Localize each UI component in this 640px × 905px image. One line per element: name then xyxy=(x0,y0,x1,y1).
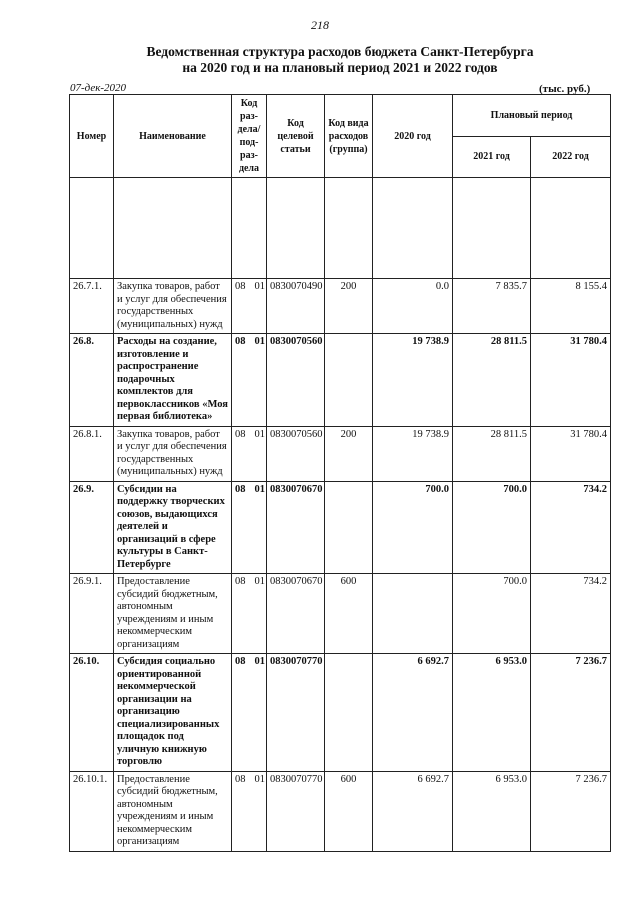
row-number: 26.7.1. xyxy=(70,279,114,334)
row-number: 26.10. xyxy=(70,654,114,772)
section-code: 08 xyxy=(235,773,246,785)
row-name: Предоставление субсидий бюджетным, автономным учреждениям и иным некоммерческим организациям xyxy=(114,574,232,654)
row-target-code: 0830070770 xyxy=(267,654,325,772)
row-value-2020: 6 692.7 xyxy=(373,771,453,851)
header-number: Номер xyxy=(70,95,114,178)
row-section-code xyxy=(232,574,267,654)
row-section-code xyxy=(232,654,267,772)
section-code: 08 xyxy=(235,483,246,495)
subsection-code: 01 xyxy=(254,336,265,347)
subsection-code: 01 xyxy=(254,656,265,667)
row-value-2022: 31 780.4 xyxy=(531,334,611,427)
row-value-2021: 7 835.7 xyxy=(453,279,531,334)
row-expense-type xyxy=(325,654,373,772)
row-value-2020 xyxy=(373,574,453,654)
title-line-2: на 2020 год и на плановый период 2021 и 2022 годов xyxy=(182,60,498,75)
row-value-2022: 7 236.7 xyxy=(531,654,611,772)
row-target-code: 0830070770 xyxy=(267,771,325,851)
row-number: 26.8. xyxy=(70,334,114,427)
table-row xyxy=(70,481,611,574)
row-value-2022: 31 780.4 xyxy=(531,426,611,481)
table-row xyxy=(70,771,611,851)
table-row xyxy=(70,654,611,772)
row-value-2021: 700.0 xyxy=(453,574,531,654)
row-name: Закупка товаров, работ и услуг для обеспечения государственных (муниципальных) нужд xyxy=(114,426,232,481)
row-section-code xyxy=(232,334,267,427)
row-name: Субсидия социально ориентированной некоммерческой организации на организацию специализированных площадок под уличную книжную торговлю xyxy=(114,654,232,772)
row-value-2021: 28 811.5 xyxy=(453,426,531,481)
title-line-1: Ведомственная структура расходов бюджета Санкт-Петербурга xyxy=(146,44,534,59)
units-label: (тыс. руб.) xyxy=(539,83,591,95)
row-value-2020: 6 692.7 xyxy=(373,654,453,772)
section-code: 08 xyxy=(235,656,246,667)
row-value-2020: 700.0 xyxy=(373,481,453,574)
row-value-2021: 700.0 xyxy=(453,481,531,574)
row-number: 26.8.1. xyxy=(70,426,114,481)
subsection-code: 01 xyxy=(254,428,265,440)
row-expense-type xyxy=(325,481,373,574)
row-target-code: 0830070670 xyxy=(267,574,325,654)
header-2022: 2022 год xyxy=(531,136,611,178)
header-target: Код целевой статьи xyxy=(267,95,325,178)
row-value-2022: 7 236.7 xyxy=(531,771,611,851)
row-value-2020: 0.0 xyxy=(373,279,453,334)
header-2021: 2021 год xyxy=(453,136,531,178)
table-row xyxy=(70,426,611,481)
header-2020: 2020 год xyxy=(373,95,453,178)
row-expense-type: 600 xyxy=(325,771,373,851)
subsection-code: 01 xyxy=(254,773,265,785)
row-section-code xyxy=(232,481,267,574)
row-number: 26.9. xyxy=(70,481,114,574)
row-value-2021: 6 953.0 xyxy=(453,771,531,851)
section-code: 08 xyxy=(235,281,246,292)
row-section-code xyxy=(232,771,267,851)
row-value-2020: 19 738.9 xyxy=(373,426,453,481)
page-number: 218 xyxy=(311,18,329,32)
subsection-code: 01 xyxy=(254,576,265,587)
row-target-code: 0830070670 xyxy=(267,481,325,574)
row-section-code xyxy=(232,279,267,334)
row-value-2022: 734.2 xyxy=(531,481,611,574)
row-expense-type: 200 xyxy=(325,279,373,334)
row-target-code: 0830070560 xyxy=(267,334,325,427)
budget-table xyxy=(69,94,611,852)
header-spacer-row xyxy=(70,178,611,279)
table-row xyxy=(70,279,611,334)
row-name: Предоставление субсидий бюджетным, автономным учреждениям и иным некоммерческим организациям xyxy=(114,771,232,851)
row-name: Субсидии на поддержку творческих союзов, выдающихся деятелей и организаций в сфере культуры в Санкт-Петербурге xyxy=(114,481,232,574)
row-value-2022: 734.2 xyxy=(531,574,611,654)
table-row xyxy=(70,334,611,427)
row-value-2021: 6 953.0 xyxy=(453,654,531,772)
header-expense-type: Код вида расходов (группа) xyxy=(325,95,373,178)
section-code: 08 xyxy=(235,576,246,587)
row-value-2021: 28 811.5 xyxy=(453,334,531,427)
document-date: 07-дек-2020 xyxy=(70,82,127,94)
subsection-code: 01 xyxy=(254,483,265,495)
row-target-code: 0830070490 xyxy=(267,279,325,334)
section-code: 08 xyxy=(235,336,246,347)
row-section-code xyxy=(232,426,267,481)
row-expense-type: 600 xyxy=(325,574,373,654)
row-number: 26.9.1. xyxy=(70,574,114,654)
header-plan-period: Плановый период xyxy=(453,95,611,137)
row-value-2022: 8 155.4 xyxy=(531,279,611,334)
section-code: 08 xyxy=(235,428,246,440)
header-name: Наименование xyxy=(114,95,232,178)
row-number: 26.10.1. xyxy=(70,771,114,851)
subsection-code: 01 xyxy=(254,281,265,292)
table-body xyxy=(70,279,611,852)
row-expense-type: 200 xyxy=(325,426,373,481)
row-name: Расходы на создание, изготовление и распространение подарочных комплектов для первоклассников «Моя первая библиотека» xyxy=(114,334,232,427)
row-name: Закупка товаров, работ и услуг для обеспечения государственных (муниципальных) нужд xyxy=(114,279,232,334)
row-expense-type xyxy=(325,334,373,427)
row-value-2020: 19 738.9 xyxy=(373,334,453,427)
row-target-code: 0830070560 xyxy=(267,426,325,481)
table-row xyxy=(70,574,611,654)
header-section: Код раз- дела/ под- раз- дела xyxy=(232,95,267,178)
document-title xyxy=(60,44,620,76)
